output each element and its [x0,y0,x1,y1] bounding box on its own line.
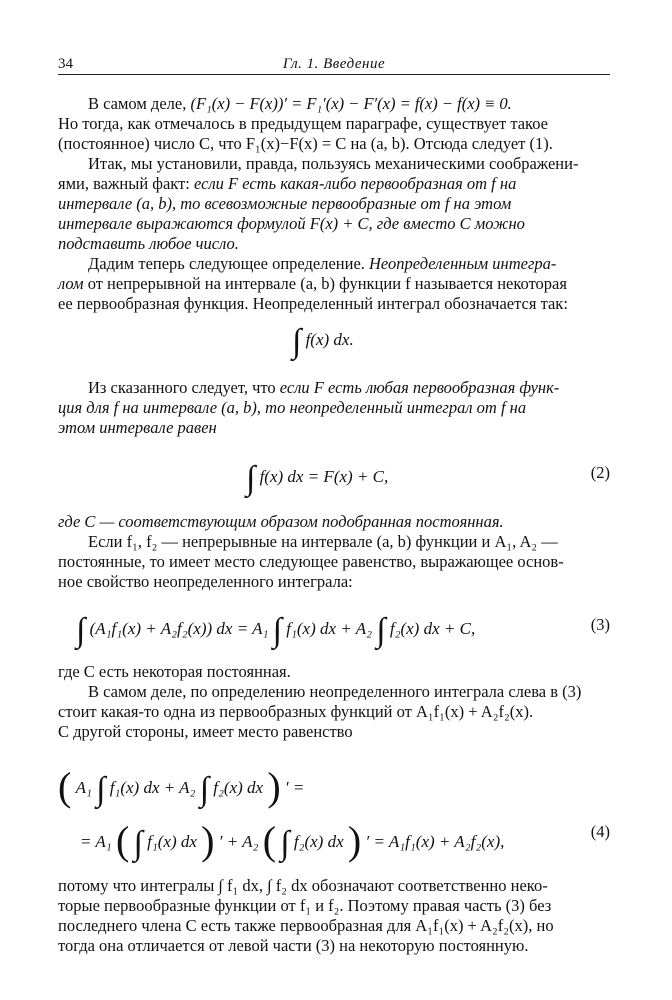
text-line: интервале выражаются формулой F(x) + C, где вместо C можно [58,214,525,233]
equation-number: (3) [590,615,610,634]
integral-sign: ∫ [246,460,256,497]
text-line: (постоянное) число C, что F₁(x)−F(x) = C на (a, b). Отсюда следует (1). [58,134,553,153]
equation-number: (2) [590,463,610,482]
text-line: В самом деле, по определению неопределенного интеграла слева в (3) [88,682,582,701]
big-paren: ( [115,818,130,863]
text-line: Из сказанного следует, что если F есть любая первообразная функ- [88,378,560,397]
text-line: торые первообразные функции от f₁ и f₂. Поэтому правая часть (3) без [58,896,552,915]
chapter-title: Гл. 1. Введение [282,56,386,72]
integral-sign: ∫ [272,612,282,649]
big-paren: ) [201,818,215,863]
text-line: подставить любое число. [58,234,239,253]
text-line: где C — соответствующим образом подобранная постоянная. [58,512,504,531]
integral-sign: ∫ [376,612,386,649]
text-line: где C есть некоторая постоянная. [58,662,291,681]
text-line: интервале (a, b), то всевозможные первообразные от f на этом [58,194,512,213]
integral-sign: ∫ [280,825,290,862]
integral-sign: ∫ [76,612,86,649]
text-line: стоит какая-то одна из первообразных функций от A₁f₁(x) + A₂f₂(x). [58,702,534,721]
text-line: последнего члена C есть также первообразная для A₁f₁(x) + A₂f₂(x), но [58,916,554,935]
text-line: лом от непрерывной на интервале (a, b) функции f называется некоторая [58,274,567,293]
big-paren: ) [347,818,362,863]
page-number: 34 [58,56,73,72]
text-line: ное свойство неопределенного интеграла: [58,572,353,591]
text-line: С другой стороны, имеет место равенство [58,722,353,741]
running-header [58,54,610,75]
formula-4-line-1: ( A₁ ∫ f₁(x) dx + A₂ ∫ f₂(x) dx ) ′ = [58,764,305,809]
integral-sign: ∫ [133,825,143,862]
big-paren: ) [267,764,281,809]
text-line: Дадим теперь следующее определение. Неопределенным интегра- [88,254,557,273]
formula-3: ∫ (A₁f₁(x) + A₂f₂(x)) dx = A₁ ∫ f₁(x) dx + A₂ ∫ f₂(x) dx + C, [76,612,476,649]
text-line: ее первообразная функция. Неопределенный интеграл обозначается так: [58,294,568,313]
text-line: В самом деле, (F₁(x) − F(x))′ = F₁′(x) − F′(x) = f(x) − f(x) ≡ 0. [88,94,512,113]
text-line: постоянные, то имеет место следующее равенство, выражающее основ- [58,552,564,571]
text-line: этом интервале равен [58,418,217,437]
formula-indefinite-integral: ∫ f(x) dx. [292,323,354,360]
big-paren: ( [58,764,72,809]
integral-sign: ∫ [96,771,106,808]
text-line: Если f₁, f₂ — непрерывные на интервале (a, b) функции и A₁, A₂ — [88,532,558,551]
formula-4-line-2: = A₁ ( ∫ f₁(x) dx ) ′ + A₂ ( ∫ f₂(x) dx ) ′ = A₁f₁(x) + A₂f₂(x), [80,818,505,863]
formula-2: ∫ f(x) dx = F(x) + C, [246,460,389,497]
text-line: Но тогда, как отмечалось в предыдущем параграфе, существует такое [58,114,549,133]
big-paren: ( [262,818,277,863]
text-line: потому что интегралы ∫ f₁ dx, ∫ f₂ dx обозначают соответственно неко- [58,876,548,895]
integral-sign: ∫ [199,771,210,808]
text-line: Итак, мы установили, правда, пользуясь механическими соображени- [88,154,579,173]
text-line: тогда она отличается от левой части (3) на некоторую постоянную. [58,936,529,955]
integral-sign: ∫ [292,323,302,360]
text-line: ция для f на интервале (a, b), то неопределенный интеграл от f на [58,398,527,417]
equation-number: (4) [590,822,610,841]
text-line: ями, важный факт: если F есть какая-либо первообразная от f на [58,174,517,193]
